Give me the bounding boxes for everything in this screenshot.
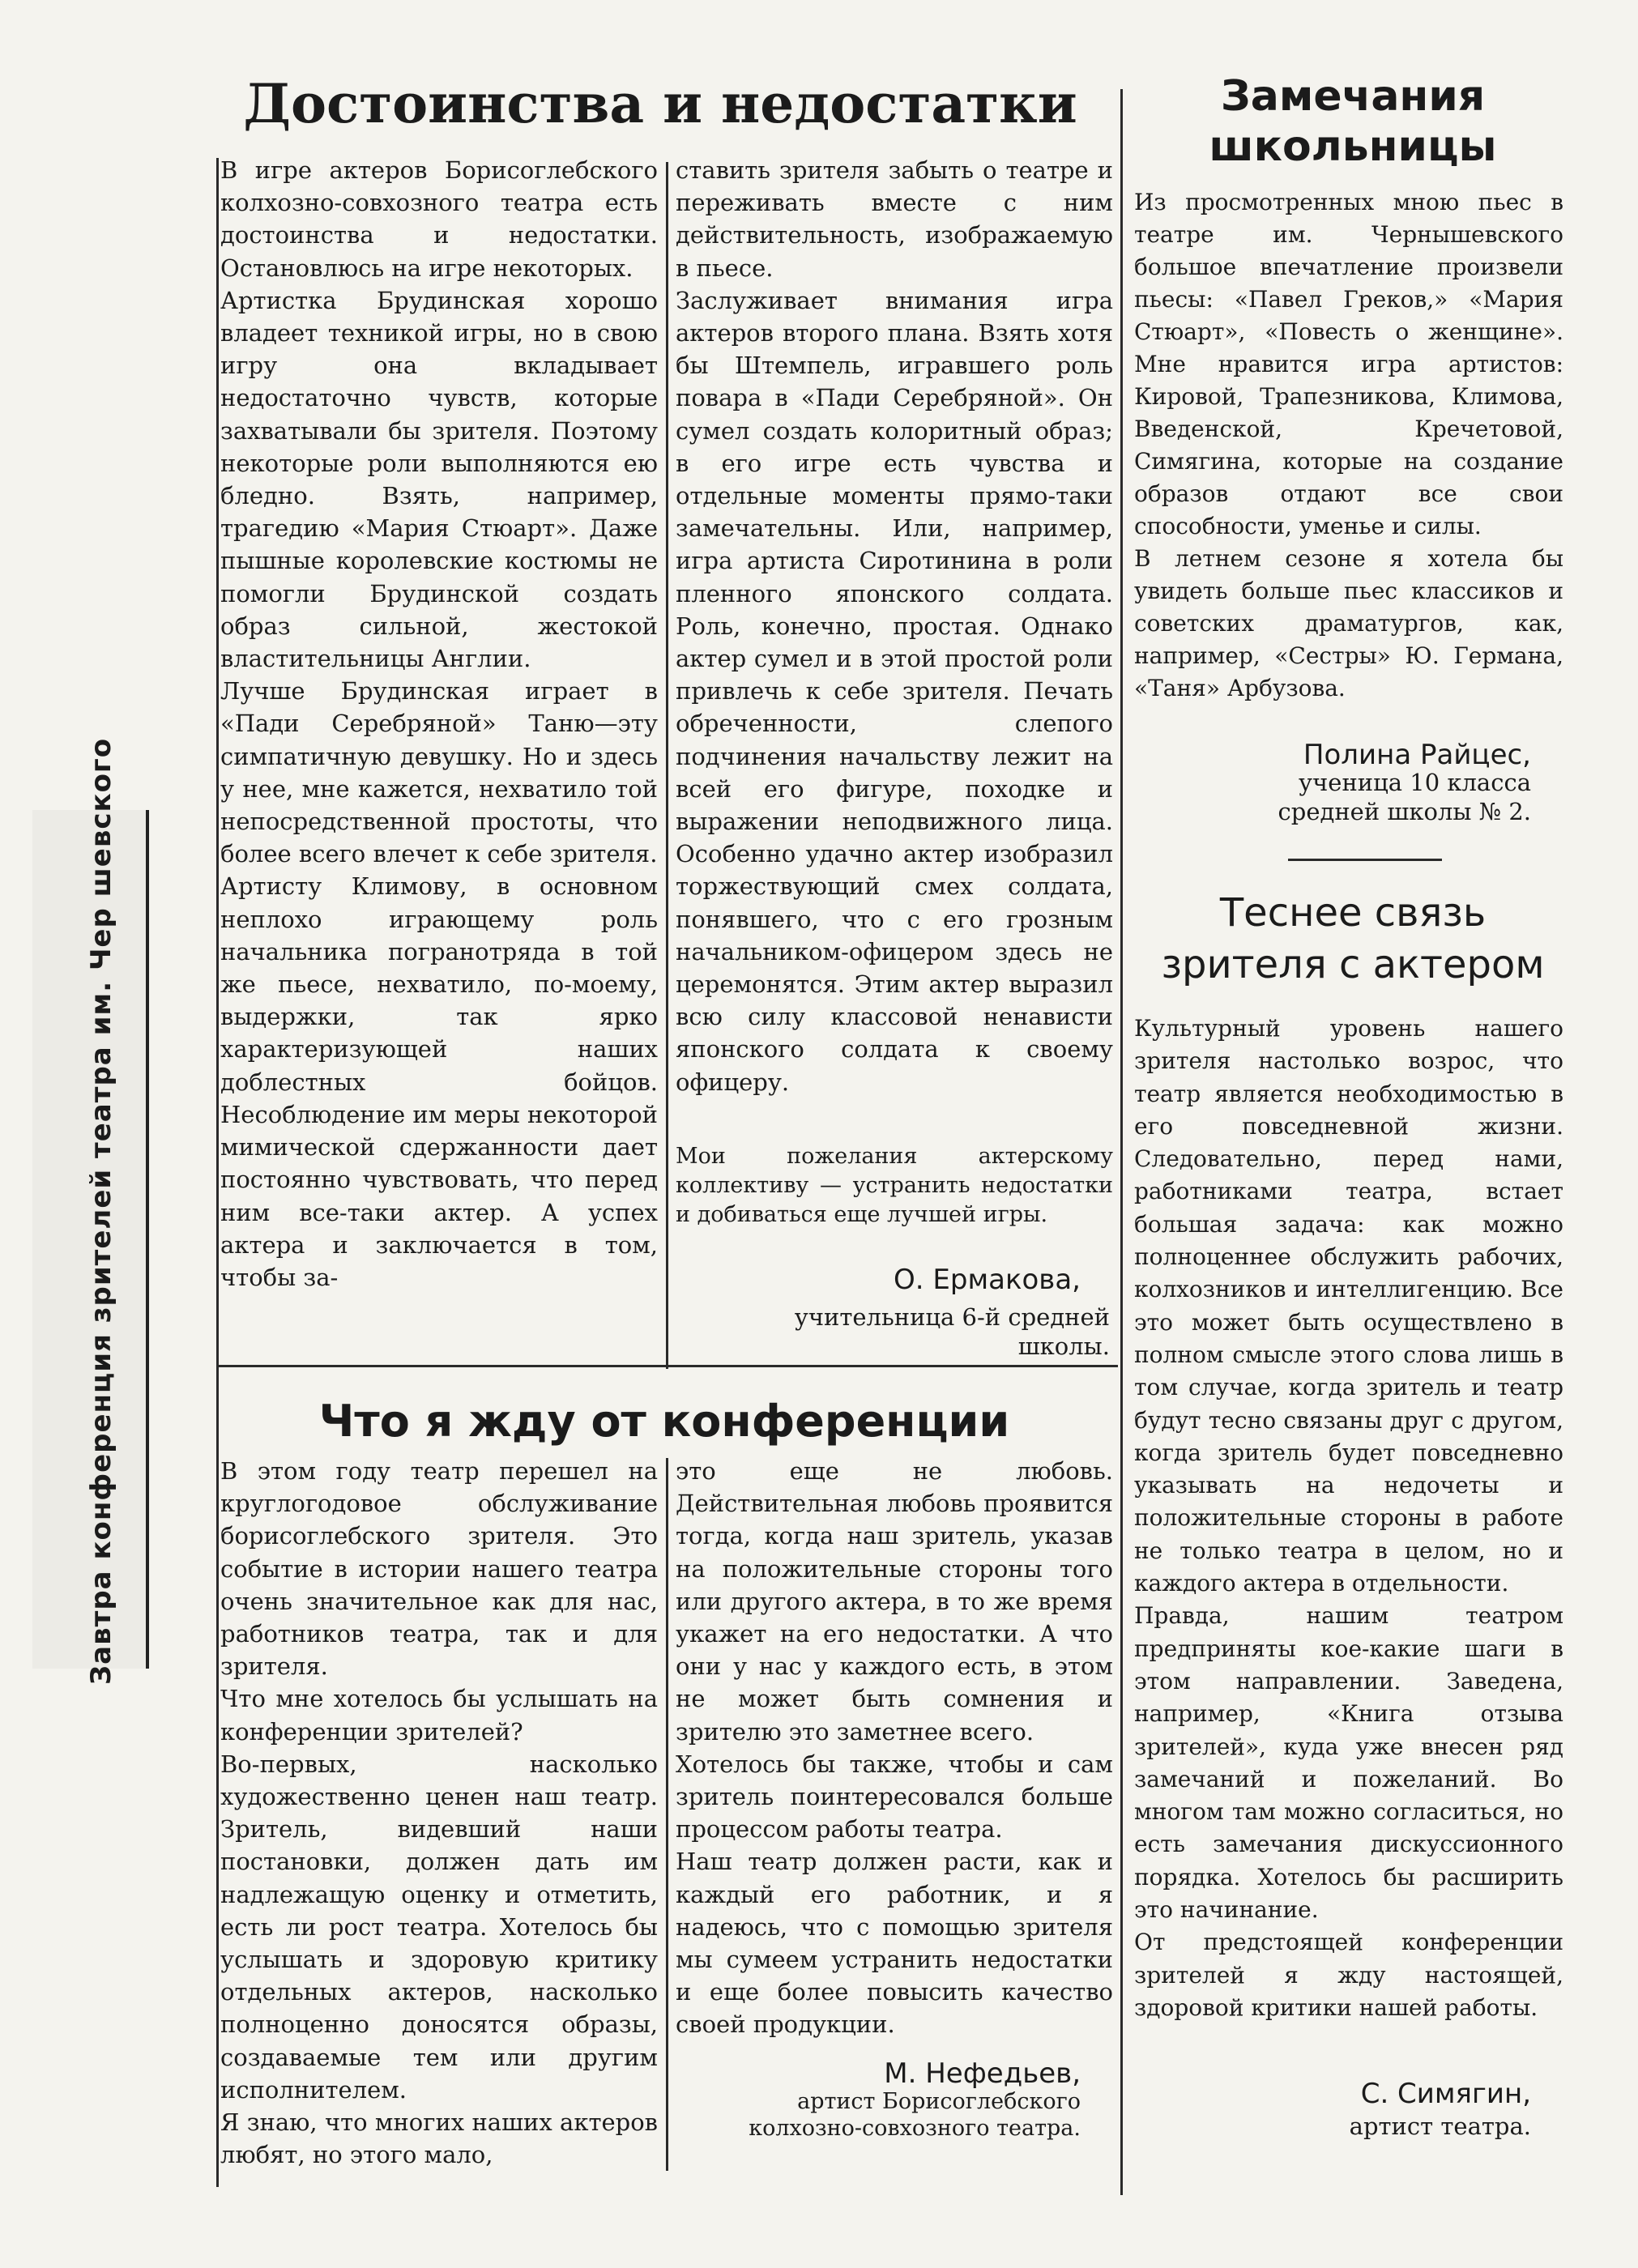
article2-signature: Полина Райцес,: [1303, 739, 1531, 771]
short-divider: [1288, 859, 1442, 861]
column-rule-middle-bottom: [666, 1458, 668, 2171]
article4-title: Что я жду от конференции: [318, 1396, 1010, 1447]
article4-col2: это еще не любовь. Действительная любовь проявится тогда, когда наш зритель, указав на положительные стороны того или другого актера, в то же время укажет на его недостатки. А что они у нас у каждого есть, в этом не может быть сомнения и зрителю это заметнее всего. Хотелось бы также, чтобы и сам зритель поинтересовался больше процессом работы театра. Наш театр должен расти, как и каждый его работник, и я надеюсь, что с помощью зрителя мы сумеем устранить недостатки и еще более повысить качество своей продукции.: [676, 1457, 1113, 2039]
article3-title: [1126, 887, 1580, 991]
article3-title-line2: зрителя с актером: [1161, 942, 1545, 987]
column-rule-middle-top: [666, 162, 668, 1369]
article1-title: Достоинства и недостатки: [243, 72, 1077, 135]
article2-title: Замечания школьницы: [1209, 72, 1497, 171]
column-rule-right: [1120, 89, 1123, 2195]
article1-col1: В игре актеров Борисоглебского колхозно-совхозного театра есть достоинства и недостатки. Остановлюсь на игре некоторых. Артистка Брудинская хорошо владеет техникой игры, но в свою игру она вкладывает недостаточно чувств, которые захватывали бы зрителя. Поэтому некоторые роли выполняются ею бледно. Взять, например, трагедию «Мария Стюарт». Даже пышные королевские костюмы не помогли Брудинской создать образ сильной, жестокой властительницы Англии. Лучше Брудинская играет в «Пади Серебряной» Таню—эту симпатичную девушку. Но и здесь у нее, мне кажется, нехватило той непосредственной простоты, что более всего влечет к себе зрителя. Артисту Климову, в основном неплохо играющему роль начальника погранотряда в той же пьесе, нехватило, по-моему, выдержки, так ярко характеризующей наших доблестных бойцов. Несоблюдение им меры некоторой мимической сдержанности дает постоянно чувствовать, что перед ним все-таки актер. А успех актера и заключается в том, чтобы за-: [220, 156, 658, 1291]
article3-signature-sub: артист театра.: [1349, 2112, 1531, 2140]
article3-signature: С. Симягин,: [1360, 2078, 1531, 2110]
article1-signature: О. Ермакова,: [894, 1264, 1081, 1296]
article3-body: Культурный уровень нашего зрителя настолько возрос, что театр является необходимостью в его повседневной жизни. Следовательно, перед нами, работниками театра, встает большая задача: как можно полноценнее обслужить рабочих, колхозников и интеллигенцию. Все это может быть осуществлено в полном смысле этого слова лишь в том случае, когда зритель и театр будут тесно связаны друг с другом, когда зритель будет повседневно указывать на недочеты и положительные стороны в работе не только театра в целом, но и каждого актера в отдельности. Правда, нашим театром предприняты кое-какие шаги в этом направлении. Заведена, например, «Книга отзыва зрителей», куда уже внесен ряд замечаний и пожеланий. Во многом там можно согласиться, но есть замечания дискуссионного порядка. Хотелось бы расширить это начинание. От предстоящей конференции зрителей я жду настоящей, здоровой критики нашей работы.: [1134, 1015, 1563, 2021]
article1-col2: ставить зрителя забыть о театре и переживать вместе с ним действительность, изображаемую в пьесе. Заслуживает внимания игра актеров второго плана. Взять хотя бы Штемпель, игравшего роль повара в «Пади Серебряной». Он сумел создать колоритный образ; в его игре есть чувства и отдельные моменты прямо-таки замечательны. Или, например, игра артиста Сиротинина в роли пленного японского солдата. Роль, конечно, простая. Однако актер сумел и в этой простой роли привлечь к себе зрителя. Печать обреченности, слепого подчинения начальству лежит на всей его фигуре, походке и выражении неподвижного лица. Особенно удачно актер изобразил торжествующий смех солдата, понявшего, что с его грозным начальником-офицером здесь не церемонятся. Этим актер выразил всю силу классовой ненависти японского солдата к своему офицеру.: [676, 156, 1113, 1096]
article3-title-line1: Теснее связь: [1219, 890, 1487, 936]
article1-col2-small: Мои пожелания актерскому коллективу — устранить недостатки и добиваться еще лучшей игры.: [676, 1144, 1113, 1227]
article1-signature-sub: учительница 6-й средней школы.: [794, 1303, 1110, 1360]
article2-body: Из просмотренных мною пьес в театре им. Чернышевского большое впечатление произвели пьесы: «Павел Греков,» «Мария Стюарт», «Повесть о женщине». Мне нравится игра артистов: Кировой, Трапезникова, Климова, Введенской, Кречетовой, Симягина, которые на создание образов отдают все свои способности, уменье и силы. В летнем сезоне я хотела бы увидеть больше пьес классиков и советских драматургов, как, например, «Сестры» Ю. Германа, «Таня» Арбузова.: [1134, 189, 1563, 701]
sidebar-caption: Завтра конференция зрителей театра им. Чер шевского: [85, 737, 117, 1685]
article2-signature-sub: ученица 10 класса средней школы № 2.: [1278, 769, 1531, 825]
article4-signature: М. Нефедьев,: [884, 2057, 1081, 2090]
article4-col1: В этом году театр перешел на круглогодовое обслуживание борисоглебского зрителя. Это событие в истории нашего театра очень значительное как для нас, работников театра, так и для зрителя. Что мне хотелось бы услышать на конференции зрителей? Во-первых, насколько художественно ценен наш театр. Зритель, видевший наши постановки, должен дать им надлежащую оценку и отметить, есть ли рост театра. Хотелось бы услышать и здоровую критику отдельных актеров, насколько полноценно доносятся образы, создаваемые тем или другим исполнителем. Я знаю, что многих наших актеров любят, но этого мало,: [220, 1457, 658, 2169]
column-rule-left: [216, 158, 219, 2187]
article-divider: [219, 1365, 1118, 1367]
article4-signature-sub: артист Борисоглебского колхозно-совхозного театра.: [749, 2089, 1081, 2141]
